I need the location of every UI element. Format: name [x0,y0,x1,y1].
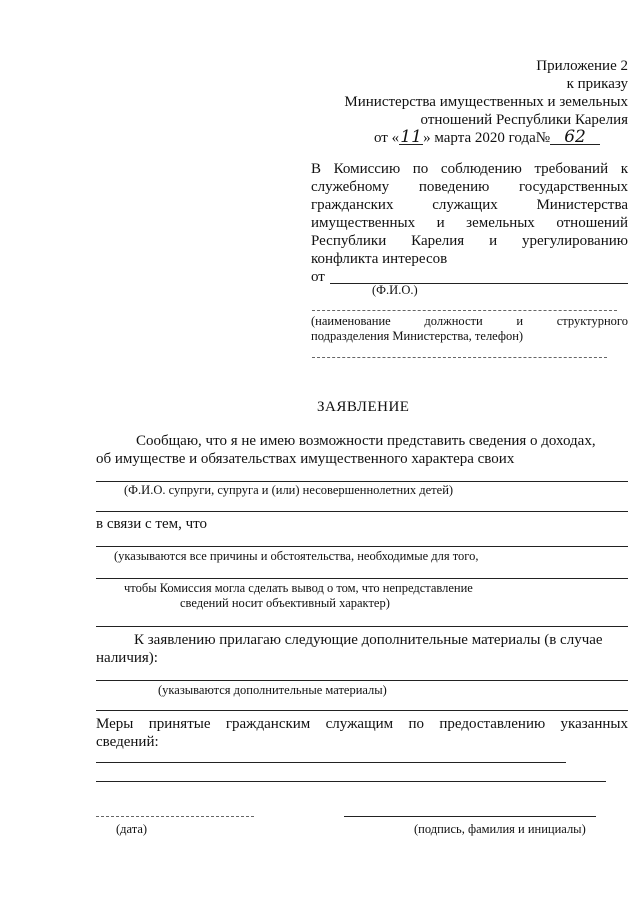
signature-fill-line [344,816,596,817]
appendix-number: Приложение 2 [536,58,628,74]
statement-line1: Сообщаю, что я не имею возможности представить сведения о доходах, [136,433,596,449]
word: Республики [311,233,387,249]
word: Министерства [536,197,628,213]
spouse-caption: (Ф.И.О. супруги, супруга и (или) несовершеннолетних детей) [124,483,454,497]
word: служащим [325,716,394,732]
reason-label: в связи с тем, что [96,516,207,532]
word: и [436,215,445,231]
reason-fill-line-2 [96,578,628,579]
ministry-name-line1: Министерства имущественных и земельных [344,94,628,110]
attachments-line1: К заявлению прилагаю следующие дополнительные материалы (в случае [134,632,603,648]
ministry-name-line2: отношений Республики Карелия [420,112,628,128]
attachments-fill-line-2 [96,710,628,711]
phone-fill-line [312,357,607,358]
attachments-fill-line [96,680,628,681]
word: урегулированию [522,233,628,249]
date-caption: (дата) [116,822,148,836]
position-caption-line2: подразделения Министерства, телефон) [311,329,524,343]
word: служебному [311,179,390,195]
addressee-line2 [311,178,628,196]
order-date-line [374,129,628,147]
spouse-fill-line [96,481,628,482]
word: гражданским [225,716,311,732]
word: Карелия [411,233,465,249]
order-reference: к приказу [566,76,628,92]
reason-caption-line2: чтобы Комиссия могла сделать вывод о том, что непредставление [124,581,473,595]
word: к [620,161,628,177]
addressee-line6: конфликта интересов [311,251,448,267]
statement-line2: об имуществе и обязательствах имущественного характера своих [96,451,515,467]
spouse-fill-line-2 [96,511,628,512]
date-day-handwritten: 11 [400,127,422,147]
measures-fill-line-2 [96,781,606,782]
signature-caption: (подпись, фамилия и инициалы) [414,822,586,836]
addressee-line4 [311,214,628,232]
measures-line2: сведений: [96,734,159,750]
addressee-line3 [311,196,628,214]
word: требований [534,161,609,177]
word: служащих [432,197,498,213]
measures-line1 [96,715,628,733]
order-number-handwritten: 62 [550,130,600,145]
date-fill-line [96,816,254,817]
addressee-line5 [311,232,628,250]
word: государственных [519,179,628,195]
word: имущественных [311,215,416,231]
word: и [489,233,498,249]
position-caption-line1 [311,314,628,329]
reason-fill-line-3 [96,626,628,627]
word: отношений [556,215,628,231]
word: и [516,314,524,328]
word: по [408,716,425,732]
attachments-line2: наличия): [96,650,158,666]
word: предоставлению [439,716,546,732]
attachments-caption: (указываются дополнительные материалы) [158,683,387,697]
reason-fill-line [96,546,628,547]
word: соблюдению [440,161,522,177]
addressee-line1 [311,160,628,178]
word: В [311,161,322,177]
document-title: ЗАЯВЛЕНИЕ [317,399,410,415]
date-prefix: от « [374,130,400,146]
measures-fill-line [96,762,566,763]
fio-caption: (Ф.И.О.) [372,283,418,297]
word: Комиссию [333,161,401,177]
reason-caption-line1: (указываются все причины и обстоятельства, необходимые для того, [114,549,479,563]
word: указанных [560,716,628,732]
word: (наименование [311,314,391,328]
from-label: от [311,269,325,285]
word: по [412,161,429,177]
reason-caption-line3: сведений носит объективный характер) [180,596,390,610]
word: гражданских [311,197,394,213]
word: Меры [96,716,134,732]
position-fill-line [312,310,617,311]
word: должности [424,314,483,328]
word: поведению [418,179,490,195]
word: структурного [556,314,628,328]
word: принятые [148,716,211,732]
word: земельных [466,215,535,231]
date-middle: » марта 2020 года№ [423,130,551,146]
